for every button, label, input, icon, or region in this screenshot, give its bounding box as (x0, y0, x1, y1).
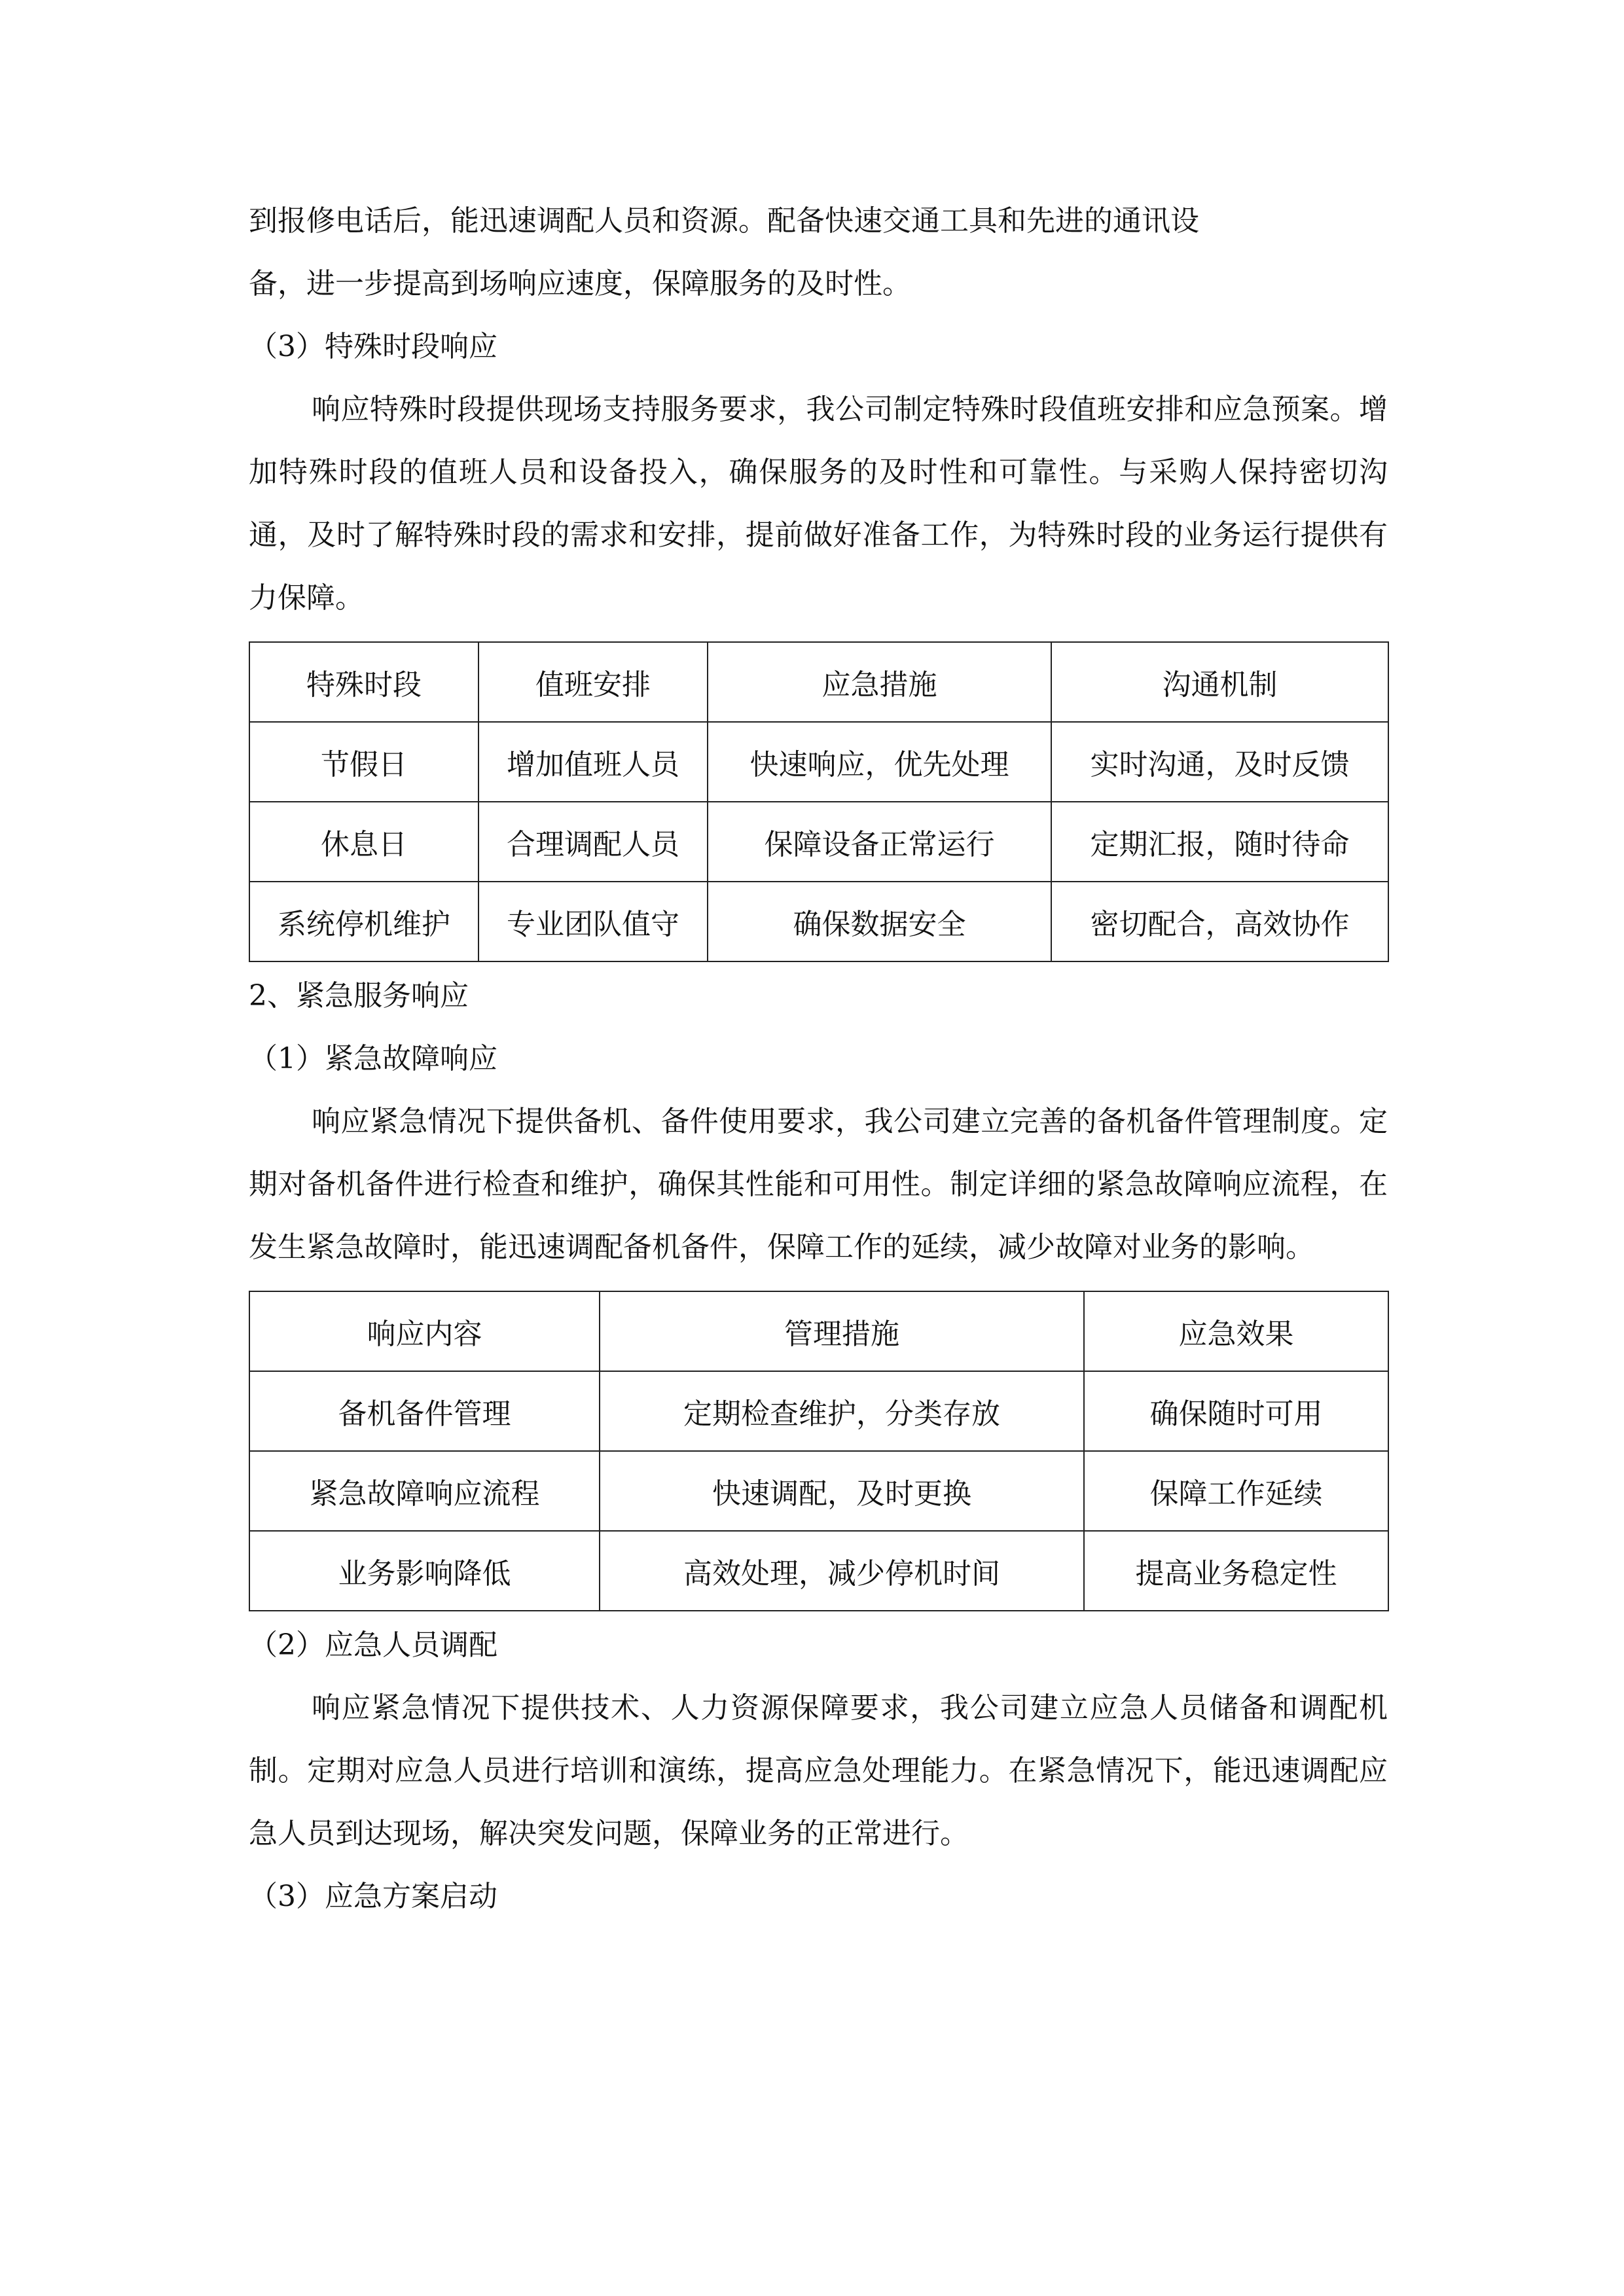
table-row (249, 1531, 1388, 1611)
subsection-1-heading: （1）紧急故障响应 (249, 1042, 497, 1075)
intro-line-2: 备，进一步提高到场响应速度，保障服务的及时性。 (249, 267, 911, 300)
table-cell: 高效处理，减少停机时间 (600, 1531, 1084, 1611)
section-3-paragraph: 响应特殊时段提供现场支持服务要求，我公司制定特殊时段值班安排和应急预案。增加特殊时段的值班人员和设备投入，确保服务的及时性和可靠性。与采购人保持密切沟通，及时了解特殊时段的需求和安排，提前做好准备工作，为特殊时段的业务运行提供有力保障。 (249, 393, 1388, 615)
section-2-heading: 2、紧急服务响应 (249, 979, 469, 1013)
table-header-row (249, 1291, 1388, 1371)
table-cell: 节假日 (249, 722, 478, 802)
table-header-cell: 特殊时段 (249, 642, 478, 722)
emergency-response-table (249, 1291, 1389, 1611)
table-cell: 专业团队值守 (478, 882, 708, 961)
table-header-cell: 响应内容 (249, 1291, 600, 1371)
table-header-cell: 应急效果 (1084, 1291, 1388, 1371)
section-3-heading: （3）特殊时段响应 (249, 330, 497, 363)
table-cell: 备机备件管理 (249, 1371, 600, 1451)
table-row (249, 1451, 1388, 1531)
table-row (249, 802, 1388, 882)
table-cell: 休息日 (249, 802, 478, 882)
table-cell: 定期汇报，随时待命 (1051, 802, 1388, 882)
special-period-table (249, 641, 1389, 962)
table-cell: 保障工作延续 (1084, 1451, 1388, 1531)
table-cell: 合理调配人员 (478, 802, 708, 882)
subsection-2-heading: （2）应急人员调配 (249, 1628, 497, 1662)
table-header-cell: 管理措施 (600, 1291, 1084, 1371)
table-row (249, 722, 1388, 802)
table-cell: 确保数据安全 (708, 882, 1051, 961)
document-page (249, 190, 1388, 1928)
table-cell: 业务影响降低 (249, 1531, 600, 1611)
table-cell: 增加值班人员 (478, 722, 708, 802)
table-cell: 确保随时可用 (1084, 1371, 1388, 1451)
table-cell: 快速调配，及时更换 (600, 1451, 1084, 1531)
table-cell: 快速响应，优先处理 (708, 722, 1051, 802)
table-header-cell: 沟通机制 (1051, 642, 1388, 722)
subsection-3-heading: （3）应急方案启动 (249, 1880, 497, 1913)
table-cell: 保障设备正常运行 (708, 802, 1051, 882)
table-cell: 紧急故障响应流程 (249, 1451, 600, 1531)
table-header-cell: 值班安排 (478, 642, 708, 722)
table-cell: 密切配合，高效协作 (1051, 882, 1388, 961)
table-header-cell: 应急措施 (708, 642, 1051, 722)
table-row (249, 882, 1388, 961)
table-cell: 实时沟通，及时反馈 (1051, 722, 1388, 802)
table-header-row (249, 642, 1388, 722)
subsection-1-paragraph: 响应紧急情况下提供备机、备件使用要求，我公司建立完善的备机备件管理制度。定期对备机备件进行检查和维护，确保其性能和可用性。制定详细的紧急故障响应流程，在发生紧急故障时，能迅速调配备机备件，保障工作的延续，减少故障对业务的影响。 (249, 1105, 1388, 1264)
intro-line-1: 到报修电话后，能迅速调配人员和资源。配备快速交通工具和先进的通讯设 (249, 204, 1199, 238)
table-cell: 提高业务稳定性 (1084, 1531, 1388, 1611)
table-cell: 定期检查维护，分类存放 (600, 1371, 1084, 1451)
table-cell: 系统停机维护 (249, 882, 478, 961)
table-row (249, 1371, 1388, 1451)
subsection-2-paragraph: 响应紧急情况下提供技术、人力资源保障要求，我公司建立应急人员储备和调配机制。定期对应急人员进行培训和演练，提高应急处理能力。在紧急情况下，能迅速调配应急人员到达现场，解决突发问题，保障业务的正常进行。 (249, 1691, 1388, 1850)
